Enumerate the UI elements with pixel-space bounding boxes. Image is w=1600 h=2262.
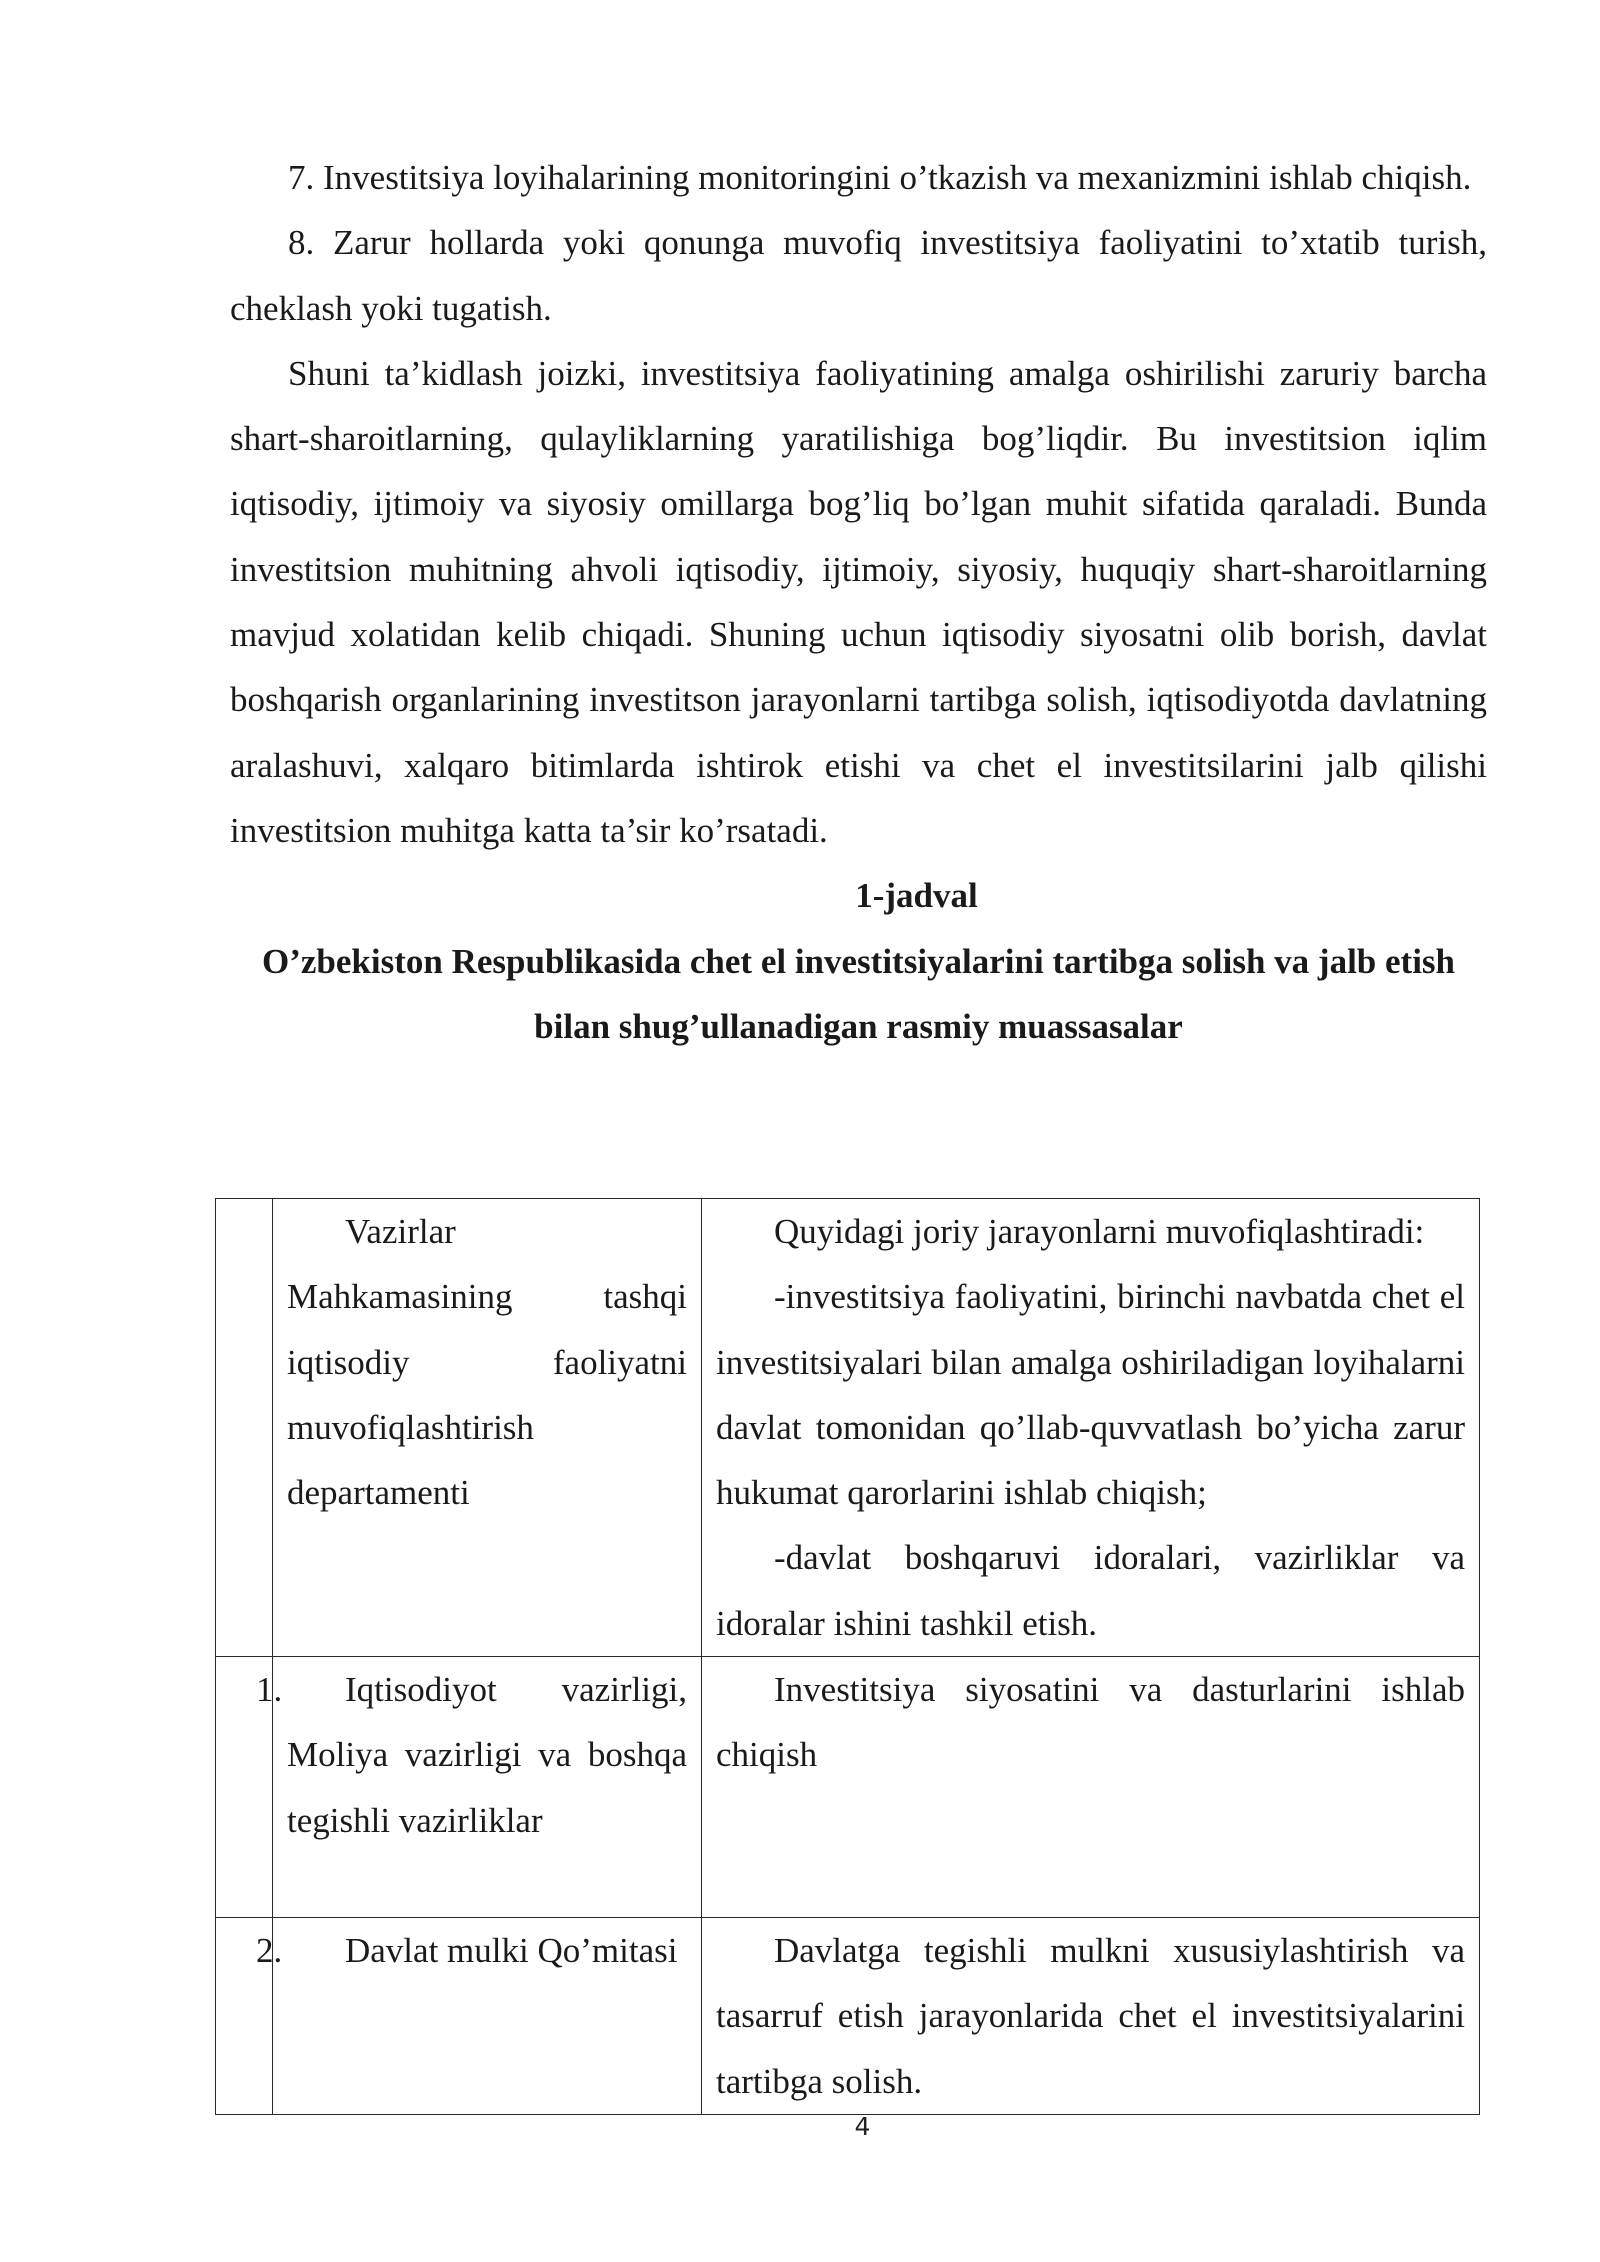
row-number: 1. bbox=[256, 1670, 283, 1710]
functions-cell bbox=[702, 1199, 1480, 1657]
row-number: 2. bbox=[256, 1931, 283, 1971]
organization-name: Davlat mulki Qo’mitasi bbox=[345, 1931, 678, 1971]
row-number-cell bbox=[216, 1657, 283, 1918]
organization-name: Vazirlar Mahkamasining tashqi iqtisodiy faoliyatni muvofiqlashtirish departamenti bbox=[287, 1212, 687, 1513]
functions-cell bbox=[702, 1657, 1480, 1918]
table-title: O’zbekiston Respublikasida chet el investitsiyalarini tartibga solish va jalb etish bilan shug’ullanadigan rasmiy muassasalar bbox=[261, 941, 1456, 1046]
table-number: 1-jadval bbox=[855, 876, 978, 916]
function-text: Investitsiya siyosatini va dasturlarini ishlab chiqish bbox=[716, 1670, 1465, 1775]
function-text: Quyidagi joriy jarayonlarni muvofiqlashtiradi: bbox=[774, 1212, 1425, 1251]
organization-cell bbox=[273, 1199, 702, 1657]
organization-cell bbox=[273, 1918, 702, 2115]
organization-cell bbox=[273, 1657, 702, 1918]
organization-name: Iqtisodiyot vazirligi, Moliya vazirligi va boshqa tegishli vazirliklar bbox=[287, 1670, 687, 1840]
function-text: Davlatga tegishli mulkni xususiylashtirish va tasarruf etish jarayonlarida chet el investitsiyalarini tartibga solish. bbox=[716, 1931, 1465, 2101]
paragraph-item-7: 7. Investitsiya loyihalarining monitoringini o’tkazish va mexanizmini ishlab chiqish. bbox=[288, 158, 1472, 197]
document-body bbox=[230, 145, 1487, 1059]
institutions-table bbox=[215, 1198, 1480, 2115]
table-row bbox=[216, 1918, 1480, 2115]
paragraph-investment-climate: Shuni ta’kidlash joizki, investitsiya faoliyatining amalga oshirilishi zaruriy barcha shart-sharoitlarning, qulayliklarning yaratilishiga bog’liqdir. Bu investitsion iqlim iqtisodiy, ijtimoiy va siyosiy omillarga bog’liq bo’lgan muhit sifatida qaraladi. Bunda investitsion muhitning ahvoli iqtisodiy, ijtimoiy, siyosiy, huquqiy shart-sharoitlarning mavjud xolatidan kelib chiqadi. Shuning uchun iqtisodiy siyosatni olib borish, davlat boshqarish organlarining investitson jarayonlarni tartibga solish, iqtisodiyotda davlatning aralashuvi, xalqaro bitimlarda ishtirok etishi va chet el investitsilarini jalb qilishi investitsion muhitga katta ta’sir ko’rsatadi. bbox=[230, 353, 1487, 850]
functions-cell bbox=[702, 1918, 1480, 2115]
page-number: 4 bbox=[854, 2112, 871, 2141]
function-text: -investitsiya faoliyatini, birinchi navbatda chet el investitsiyalari bilan amalga oshiriladigan loyihalarni davlat tomonidan qo’llab-quvvatlash bo’yicha zarur hukumat qarorlarini ishlab chiqish; bbox=[716, 1277, 1465, 1513]
row-number-cell bbox=[216, 1918, 283, 2115]
paragraph-item-8: 8. Zarur hollarda yoki qonunga muvofiq investitsiya faoliyatini to’xtatib turish, cheklash yoki tugatish. bbox=[230, 223, 1487, 328]
row-number-cell bbox=[216, 1199, 273, 1657]
function-text: -davlat boshqaruvi idoralari, vazirliklar va idoralar ishini tashkil etish. bbox=[716, 1538, 1465, 1643]
table-row bbox=[216, 1199, 1480, 1657]
table-row bbox=[216, 1657, 1480, 1918]
